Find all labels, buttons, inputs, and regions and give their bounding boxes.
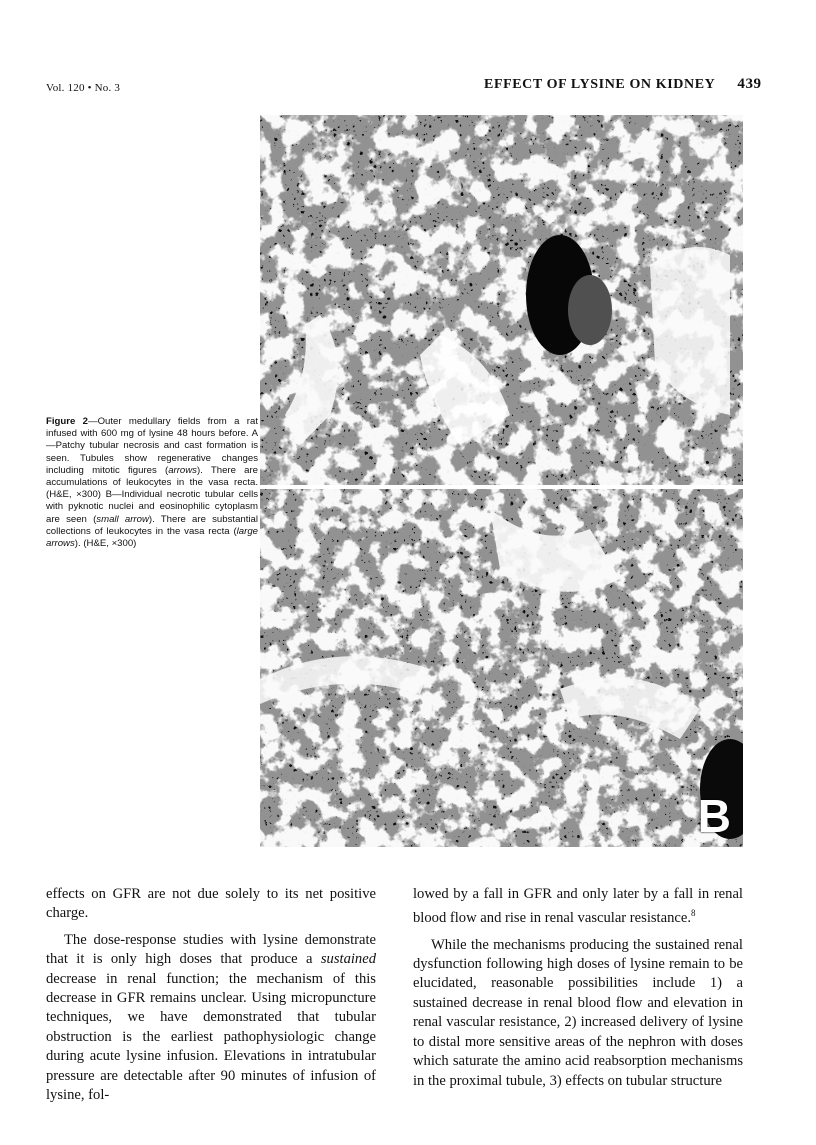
micrograph-a-image: [260, 115, 743, 485]
body-column-right: [413, 885, 743, 1091]
running-title: EFFECT OF LYSINE ON KIDNEY: [484, 77, 716, 92]
paragraph-text: The dose-response studies with lysine demonstrate that it is only high doses that produce a: [46, 931, 376, 968]
caption-text: ). There are accumulations of leukocytes in the vasa recta. (H&E, ×300): [46, 464, 258, 501]
caption-text: ). There are substantial collections of leukocytes in the vasa recta (: [46, 513, 258, 537]
caption-text: —Outer medullary fields from a rat infused with 600 mg of lysine 48 hours before.: [46, 416, 258, 440]
figure-caption: [46, 416, 258, 550]
caption-figure-label: Figure 2: [46, 416, 88, 427]
paragraph-text: lowed by a fall in GFR and only later by a fall in renal blood flow and rise in renal vascular resistance.: [413, 886, 743, 927]
caption-text: —Individual necrotic tubular cells with pyknotic nuclei and eosinophilic cytoplasm are seen (: [46, 489, 258, 525]
paragraph-emphasis: sustained: [320, 951, 376, 968]
reference-marker: 8: [691, 908, 696, 919]
paragraph: [46, 931, 376, 1106]
page-number: 439: [737, 76, 762, 92]
caption-emphasis: small arrow: [96, 513, 149, 525]
caption-panel-a-marker: A: [251, 428, 258, 440]
paragraph: effects on GFR are not due solely to its net positive charge.: [46, 886, 376, 922]
body-column-left: [46, 885, 376, 1105]
caption-emphasis: arrows: [168, 464, 197, 476]
caption-text: —Patchy tubular necrosis and cast formation is seen. Tubules show regenerative changes including mitotic figures (: [46, 440, 258, 476]
micrograph-panel-b: [260, 489, 743, 847]
paragraph-text: decrease in renal function; the mechanism of this decrease in GFR remains unclear. Using micropuncture techniques, we have demonstrated that tubular obstruction is the earliest pathophysiologic change during acute lysine infusion. Elevations in intratubular pressure are detectable after 90 minutes of infusion of lysine, fol-: [46, 970, 376, 1104]
micrograph-b-image: [260, 489, 743, 847]
panel-label-b: B: [697, 790, 731, 842]
running-header-left: Vol. 120 • No. 3: [46, 82, 121, 94]
caption-text: ). (H&E, ×300): [74, 538, 137, 550]
caption-panel-b-marker: B: [105, 489, 112, 501]
caption-emphasis: large arrows: [46, 525, 258, 550]
paragraph: While the mechanisms producing the sustained renal dysfunction following high doses of lysine remain to be elucidated, reasonable possibilities include 1) a sustained decrease in renal blood flow and elevation in renal vascular resistance, 2) increased delivery of lysine to distal more sensitive areas of the nephron with doses which saturate the amino acid reabsorption mechanisms in the proximal tubule, 3) effects on tubular structure: [413, 936, 743, 1089]
micrograph-panel-a: [260, 115, 743, 485]
running-header-right: [484, 76, 762, 93]
paragraph: [413, 885, 743, 929]
